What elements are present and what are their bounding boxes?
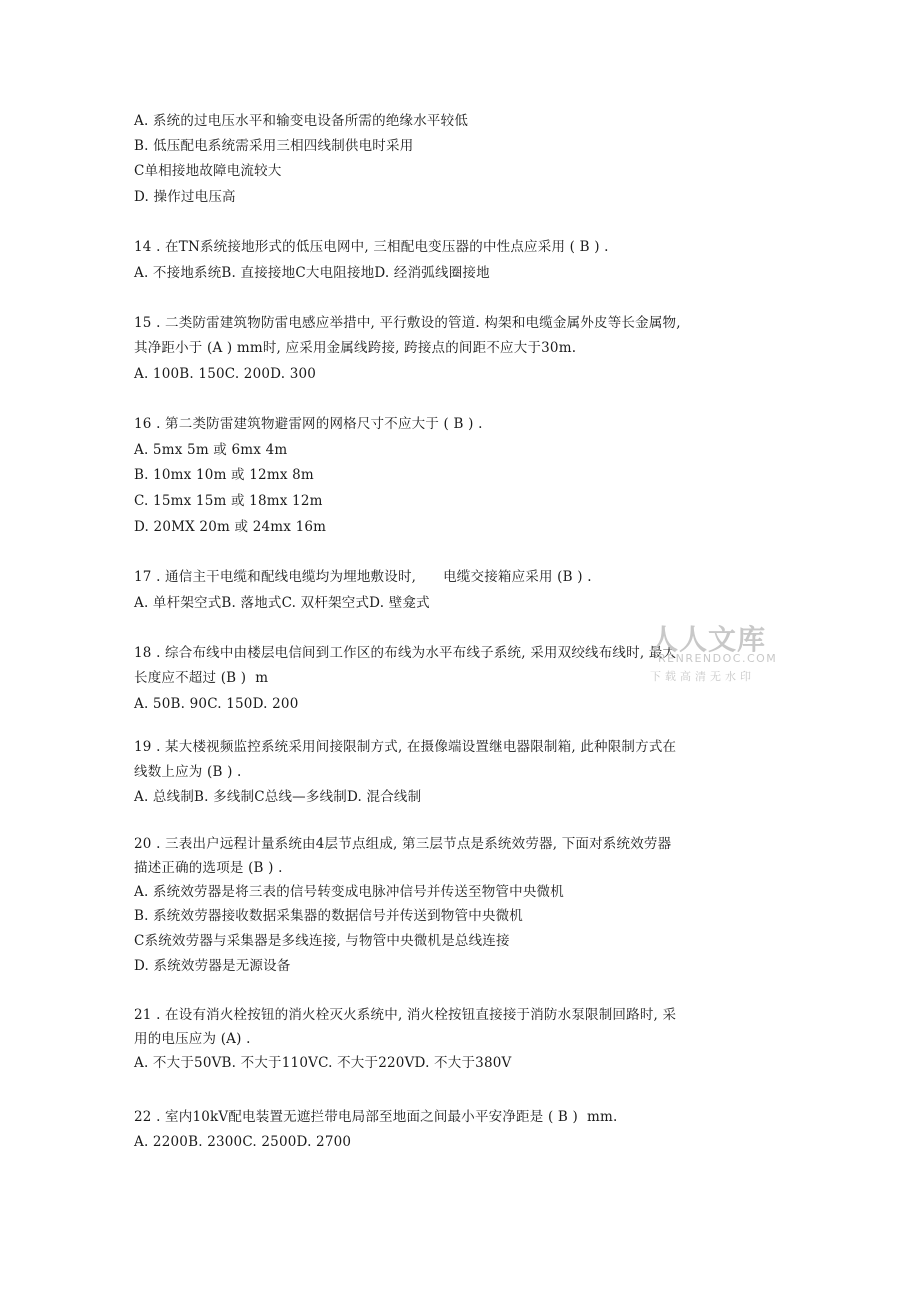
- q19-stem-line-1: 19 . 某大楼视频监控系统采用间接限制方式, 在摄像端设置继电器限制箱, 此种限制方式在: [134, 739, 677, 755]
- q16-option-b: B. 10mx 10m 或 12mx 8m: [134, 467, 314, 483]
- q17-options: A. 单杆架空式B. 落地式C. 双杆架空式D. 壁龛式: [134, 595, 430, 611]
- q18-stem-line-2: 长度应不超过 (B ) m: [134, 670, 269, 686]
- q22-options: A. 2200B. 2300C. 2500D. 2700: [134, 1134, 352, 1150]
- q22-stem: 22 . 室内10kV配电装置无遮拦带电局部至地面之间最小平安净距是 ( B ) mm.: [134, 1109, 618, 1125]
- q19-options: A. 总线制B. 多线制C总线—多线制D. 混合线制: [134, 789, 422, 805]
- q16-option-d: D. 20MX 20m 或 24mx 16m: [134, 519, 327, 535]
- watermark-domain: RENRENDOC.COM: [658, 652, 778, 665]
- q13-option-a: A. 系统的过电压水平和输变电设备所需的绝缘水平较低: [134, 113, 469, 129]
- q20-option-c: C系统效劳器与采集器是多线连接, 与物管中央微机是总线连接: [134, 933, 510, 949]
- q20-option-a: A. 系统效劳器是将三表的信号转变成电脉冲信号并传送至物管中央微机: [134, 884, 564, 900]
- q18-stem-line-1: 18 . 综合布线中由楼层电信间到工作区的布线为水平布线子系统, 采用双绞线布线时, 最大: [134, 645, 677, 661]
- q20-stem-line-2: 描述正确的选项是 (B ) .: [134, 860, 283, 876]
- q13-option-b: B. 低压配电系统需采用三相四线制供电时采用: [134, 138, 414, 154]
- q16-option-a: A. 5mx 5m 或 6mx 4m: [134, 442, 288, 458]
- q16-stem: 16 . 第二类防雷建筑物避雷网的网格尺寸不应大于 ( B ) .: [134, 416, 483, 432]
- q15-stem-line-1: 15 . 二类防雷建筑物防雷电感应举措中, 平行敷设的管道. 构架和电缆金属外皮等长金属物,: [134, 315, 681, 331]
- q15-options: A. 100B. 150C. 200D. 300: [134, 366, 317, 382]
- q20-option-d: D. 系统效劳器是无源设备: [134, 958, 291, 974]
- q19-stem-line-2: 线数上应为 (B ) .: [134, 764, 242, 780]
- q14-stem: 14 . 在TN系统接地形式的低压电网中, 三相配电变压器的中性点应采用 ( B ) .: [134, 239, 609, 255]
- watermark-title: 人人文库: [650, 623, 767, 656]
- q16-option-c: C. 15mx 15m 或 18mx 12m: [134, 493, 323, 509]
- q17-stem: 17 . 通信主干电缆和配线电缆均为埋地敷设时, 电缆交接箱应采用 (B ) .: [134, 569, 592, 585]
- q21-stem-line-1: 21 . 在设有消火栓按钮的消火栓灭火系统中, 消火栓按钮直接接于消防水泵限制回路时, 采: [134, 1007, 677, 1023]
- q21-stem-line-2: 用的电压应为 (A) .: [134, 1031, 251, 1047]
- q20-option-b: B. 系统效劳器接收数据采集器的数据信号并传送到物管中央微机: [134, 908, 524, 924]
- q14-options: A. 不接地系统B. 直接接地C大电阻接地D. 经消弧线圈接地: [134, 265, 490, 281]
- q13-option-d: D. 操作过电压高: [134, 189, 236, 205]
- q20-stem-line-1: 20 . 三表出户远程计量系统由4层节点组成, 第三层节点是系统效劳器, 下面对系统效劳器: [134, 836, 672, 852]
- q13-option-c: C单相接地故障电流较大: [134, 163, 282, 179]
- q15-stem-line-2: 其净距小于 (A ) mm时, 应采用金属线跨接, 跨接点的间距不应大于30m.: [134, 340, 577, 356]
- q21-options: A. 不大于50VB. 不大于110VC. 不大于220VD. 不大于380V: [134, 1055, 512, 1071]
- q18-options: A. 50B. 90C. 150D. 200: [134, 696, 299, 712]
- watermark-subtitle: 下载高清无水印: [650, 670, 755, 683]
